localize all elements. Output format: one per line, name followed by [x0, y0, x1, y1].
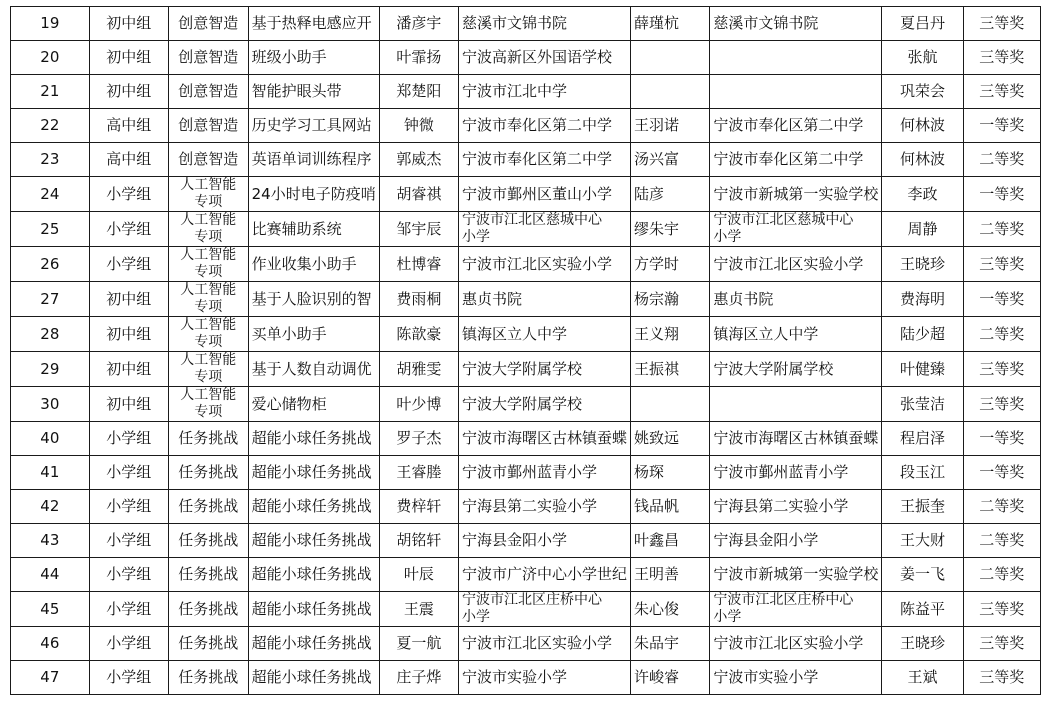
student-cell: 王震	[379, 592, 458, 627]
student-cell: 叶霏扬	[379, 41, 458, 75]
school-cell: 宁波市奉化区第二中学	[459, 109, 631, 143]
category-line: 专项	[194, 229, 223, 245]
project-name-cell: 智能护眼头带	[248, 75, 379, 109]
category-cell	[168, 177, 248, 212]
teammate-school-cell: 宁波市实验小学	[710, 661, 882, 695]
teacher-cell: 王斌	[882, 661, 963, 695]
student-cell: 杜博睿	[379, 247, 458, 282]
student-cell: 费雨桐	[379, 282, 458, 317]
category-line: 专项	[194, 299, 223, 315]
category-cell: 创意智造	[168, 143, 248, 177]
student-cell: 叶辰	[379, 558, 458, 592]
table-row	[11, 212, 1041, 247]
row-number-cell: 20	[11, 41, 90, 75]
table-row	[11, 456, 1041, 490]
school-cell: 宁波市实验小学	[459, 661, 631, 695]
group-cell: 初中组	[89, 387, 168, 422]
category-cell	[168, 387, 248, 422]
category-cell: 创意智造	[168, 75, 248, 109]
teammate-school-cell	[710, 592, 882, 627]
table-body	[11, 7, 1041, 695]
category-cell: 任务挑战	[168, 661, 248, 695]
teammate-cell: 杨宗瀚	[631, 282, 710, 317]
teacher-cell: 何林波	[882, 109, 963, 143]
teacher-cell: 叶健臻	[882, 352, 963, 387]
teacher-cell: 陈益平	[882, 592, 963, 627]
school-cell: 宁波市鄞州蓝青小学	[459, 456, 631, 490]
teammate-cell: 陆彦	[631, 177, 710, 212]
project-name-cell: 超能小球任务挑战	[248, 456, 379, 490]
row-number-cell: 45	[11, 592, 90, 627]
teammate-school-cell: 慈溪市文锦书院	[710, 7, 882, 41]
table-row	[11, 661, 1041, 695]
student-cell: 叶少博	[379, 387, 458, 422]
school-cell	[459, 212, 631, 247]
award-cell: 三等奖	[963, 661, 1040, 695]
project-name-cell: 作业收集小助手	[248, 247, 379, 282]
school-cell: 宁波大学附属学校	[459, 352, 631, 387]
award-cell: 三等奖	[963, 75, 1040, 109]
row-number-cell: 44	[11, 558, 90, 592]
award-cell: 二等奖	[963, 524, 1040, 558]
project-name-cell: 超能小球任务挑战	[248, 592, 379, 627]
teammate-cell: 杨琛	[631, 456, 710, 490]
award-cell: 三等奖	[963, 627, 1040, 661]
table-row	[11, 177, 1041, 212]
row-number-cell: 23	[11, 143, 90, 177]
table-row	[11, 387, 1041, 422]
teammate-cell	[631, 41, 710, 75]
teacher-cell: 王晓珍	[882, 247, 963, 282]
category-cell	[168, 247, 248, 282]
group-cell: 高中组	[89, 109, 168, 143]
student-cell: 罗子杰	[379, 422, 458, 456]
row-number-cell: 26	[11, 247, 90, 282]
category-cell: 任务挑战	[168, 490, 248, 524]
teammate-cell: 王羽诺	[631, 109, 710, 143]
table-row	[11, 109, 1041, 143]
project-name-cell: 班级小助手	[248, 41, 379, 75]
teammate-school-cell: 惠贞书院	[710, 282, 882, 317]
student-cell: 郭威杰	[379, 143, 458, 177]
teammate-cell: 朱心俊	[631, 592, 710, 627]
award-cell: 一等奖	[963, 177, 1040, 212]
teammate-school-cell	[710, 212, 882, 247]
project-name-cell: 超能小球任务挑战	[248, 422, 379, 456]
teacher-cell: 陆少超	[882, 317, 963, 352]
teammate-cell: 王明善	[631, 558, 710, 592]
row-number-cell: 21	[11, 75, 90, 109]
award-cell: 二等奖	[963, 317, 1040, 352]
student-cell: 胡睿祺	[379, 177, 458, 212]
teacher-cell: 巩荣会	[882, 75, 963, 109]
project-name-cell: 基于热释电感应开	[248, 7, 379, 41]
teammate-school-cell: 宁波市奉化区第二中学	[710, 143, 882, 177]
school-cell: 宁波大学附属学校	[459, 387, 631, 422]
award-cell: 一等奖	[963, 282, 1040, 317]
table-row	[11, 422, 1041, 456]
row-number-cell: 47	[11, 661, 90, 695]
group-cell: 初中组	[89, 352, 168, 387]
teammate-cell: 薛瑾杭	[631, 7, 710, 41]
project-name-cell: 英语单词训练程序	[248, 143, 379, 177]
category-cell	[168, 212, 248, 247]
teammate-school-cell: 宁波市江北区实验小学	[710, 247, 882, 282]
table-row	[11, 317, 1041, 352]
teacher-cell: 张航	[882, 41, 963, 75]
award-cell: 三等奖	[963, 387, 1040, 422]
award-cell: 二等奖	[963, 490, 1040, 524]
group-cell: 小学组	[89, 177, 168, 212]
teammate-cell: 王义翔	[631, 317, 710, 352]
award-cell: 一等奖	[963, 422, 1040, 456]
project-name-cell: 超能小球任务挑战	[248, 558, 379, 592]
category-line: 专项	[194, 404, 223, 420]
teammate-cell: 姚致远	[631, 422, 710, 456]
award-cell: 一等奖	[963, 109, 1040, 143]
row-number-cell: 25	[11, 212, 90, 247]
table-row	[11, 490, 1041, 524]
student-cell: 胡雅雯	[379, 352, 458, 387]
category-line: 专项	[194, 334, 223, 350]
category-line: 人工智能	[180, 177, 237, 193]
school-cell: 宁波市广济中心小学世纪	[459, 558, 631, 592]
row-number-cell: 28	[11, 317, 90, 352]
category-line: 人工智能	[180, 212, 237, 228]
category-line: 专项	[194, 369, 223, 385]
teammate-cell: 叶鑫昌	[631, 524, 710, 558]
teammate-cell: 汤兴富	[631, 143, 710, 177]
category-line: 人工智能	[180, 247, 237, 263]
school-cell	[459, 592, 631, 627]
teammate-cell: 朱品宇	[631, 627, 710, 661]
table-row	[11, 558, 1041, 592]
teacher-cell: 周静	[882, 212, 963, 247]
teacher-cell: 夏吕丹	[882, 7, 963, 41]
project-name-cell: 比赛辅助系统	[248, 212, 379, 247]
table-row	[11, 592, 1041, 627]
school-cell: 宁海县第二实验小学	[459, 490, 631, 524]
category-cell	[168, 282, 248, 317]
project-name-cell: 超能小球任务挑战	[248, 490, 379, 524]
category-cell: 创意智造	[168, 109, 248, 143]
teacher-cell: 王晓珍	[882, 627, 963, 661]
group-cell: 小学组	[89, 247, 168, 282]
group-cell: 小学组	[89, 422, 168, 456]
teacher-cell: 姜一飞	[882, 558, 963, 592]
table-row	[11, 524, 1041, 558]
teammate-school-cell: 宁波市鄞州蓝青小学	[710, 456, 882, 490]
row-number-cell: 41	[11, 456, 90, 490]
award-cell: 三等奖	[963, 592, 1040, 627]
project-name-cell: 基于人脸识别的智	[248, 282, 379, 317]
student-cell: 钟微	[379, 109, 458, 143]
school-cell: 宁波市鄞州区董山小学	[459, 177, 631, 212]
school-line: 小学	[713, 609, 742, 625]
teammate-cell: 钱品帆	[631, 490, 710, 524]
award-cell: 二等奖	[963, 212, 1040, 247]
row-number-cell: 40	[11, 422, 90, 456]
category-line: 人工智能	[180, 282, 237, 298]
table-row	[11, 143, 1041, 177]
group-cell: 小学组	[89, 490, 168, 524]
teammate-school-cell: 宁波市海曙区古林镇蚕蝶	[710, 422, 882, 456]
row-number-cell: 24	[11, 177, 90, 212]
category-cell: 创意智造	[168, 41, 248, 75]
student-cell: 夏一航	[379, 627, 458, 661]
school-cell: 镇海区立人中学	[459, 317, 631, 352]
group-cell: 小学组	[89, 627, 168, 661]
student-cell: 郑楚阳	[379, 75, 458, 109]
teammate-school-cell	[710, 387, 882, 422]
teammate-cell: 方学时	[631, 247, 710, 282]
row-number-cell: 22	[11, 109, 90, 143]
teacher-cell: 段玉江	[882, 456, 963, 490]
group-cell: 小学组	[89, 456, 168, 490]
category-cell	[168, 317, 248, 352]
student-cell: 胡铭轩	[379, 524, 458, 558]
teammate-school-cell: 宁波市新城第一实验学校	[710, 177, 882, 212]
category-line: 人工智能	[180, 317, 237, 333]
group-cell: 初中组	[89, 41, 168, 75]
teacher-cell: 何林波	[882, 143, 963, 177]
school-line: 小学	[713, 229, 742, 245]
group-cell: 小学组	[89, 524, 168, 558]
group-cell: 初中组	[89, 282, 168, 317]
category-cell: 任务挑战	[168, 592, 248, 627]
project-name-cell: 爱心储物柜	[248, 387, 379, 422]
teammate-school-cell	[710, 41, 882, 75]
teammate-school-cell: 宁波市新城第一实验学校	[710, 558, 882, 592]
category-line: 专项	[194, 264, 223, 280]
teacher-cell: 程启泽	[882, 422, 963, 456]
school-cell: 宁海县金阳小学	[459, 524, 631, 558]
award-cell: 二等奖	[963, 558, 1040, 592]
teacher-cell: 李政	[882, 177, 963, 212]
category-line: 专项	[194, 194, 223, 210]
category-line: 人工智能	[180, 352, 237, 368]
row-number-cell: 30	[11, 387, 90, 422]
group-cell: 初中组	[89, 7, 168, 41]
school-line: 宁波市江北区慈城中心	[713, 212, 854, 228]
teammate-school-cell	[710, 75, 882, 109]
school-line: 宁波市江北区庄桥中心	[462, 592, 603, 608]
row-number-cell: 27	[11, 282, 90, 317]
school-cell: 慈溪市文锦书院	[459, 7, 631, 41]
teammate-school-cell: 宁波市奉化区第二中学	[710, 109, 882, 143]
student-cell: 邹宇辰	[379, 212, 458, 247]
school-cell: 宁波高新区外国语学校	[459, 41, 631, 75]
student-cell: 费梓轩	[379, 490, 458, 524]
student-cell: 潘彦宇	[379, 7, 458, 41]
teammate-school-cell: 镇海区立人中学	[710, 317, 882, 352]
group-cell: 初中组	[89, 317, 168, 352]
row-number-cell: 29	[11, 352, 90, 387]
teammate-cell: 许峻睿	[631, 661, 710, 695]
school-cell: 宁波市江北中学	[459, 75, 631, 109]
row-number-cell: 42	[11, 490, 90, 524]
school-line: 小学	[462, 229, 491, 245]
category-cell: 任务挑战	[168, 524, 248, 558]
project-name-cell: 基于人数自动调优	[248, 352, 379, 387]
category-cell: 任务挑战	[168, 422, 248, 456]
table-row	[11, 41, 1041, 75]
project-name-cell: 超能小球任务挑战	[248, 524, 379, 558]
school-cell: 宁波市江北区实验小学	[459, 627, 631, 661]
student-cell: 庄子烨	[379, 661, 458, 695]
award-cell: 三等奖	[963, 247, 1040, 282]
category-cell: 任务挑战	[168, 627, 248, 661]
teacher-cell: 张莹洁	[882, 387, 963, 422]
category-cell: 任务挑战	[168, 456, 248, 490]
teammate-school-cell: 宁海县第二实验小学	[710, 490, 882, 524]
student-cell: 王睿塍	[379, 456, 458, 490]
teacher-cell: 费海明	[882, 282, 963, 317]
teacher-cell: 王大财	[882, 524, 963, 558]
project-name-cell: 超能小球任务挑战	[248, 661, 379, 695]
table-row	[11, 627, 1041, 661]
school-cell: 宁波市奉化区第二中学	[459, 143, 631, 177]
award-cell: 三等奖	[963, 352, 1040, 387]
table-row	[11, 7, 1041, 41]
teammate-cell: 王振祺	[631, 352, 710, 387]
table-row	[11, 247, 1041, 282]
student-cell: 陈歆豪	[379, 317, 458, 352]
school-cell: 宁波市江北区实验小学	[459, 247, 631, 282]
teacher-cell: 王振奎	[882, 490, 963, 524]
award-cell: 三等奖	[963, 7, 1040, 41]
group-cell: 小学组	[89, 592, 168, 627]
project-name-cell: 24小时电子防疫哨	[248, 177, 379, 212]
category-line: 人工智能	[180, 387, 237, 403]
award-cell: 一等奖	[963, 456, 1040, 490]
school-line: 宁波市江北区庄桥中心	[713, 592, 854, 608]
school-line: 小学	[462, 609, 491, 625]
group-cell: 小学组	[89, 558, 168, 592]
teammate-cell	[631, 75, 710, 109]
category-cell	[168, 352, 248, 387]
award-cell: 二等奖	[963, 143, 1040, 177]
award-cell: 三等奖	[963, 41, 1040, 75]
teammate-school-cell: 宁波市江北区实验小学	[710, 627, 882, 661]
school-line: 宁波市江北区慈城中心	[462, 212, 603, 228]
group-cell: 小学组	[89, 661, 168, 695]
category-cell: 创意智造	[168, 7, 248, 41]
project-name-cell: 超能小球任务挑战	[248, 627, 379, 661]
row-number-cell: 46	[11, 627, 90, 661]
school-cell: 惠贞书院	[459, 282, 631, 317]
table-row	[11, 282, 1041, 317]
group-cell: 高中组	[89, 143, 168, 177]
table-row	[11, 352, 1041, 387]
category-cell: 任务挑战	[168, 558, 248, 592]
group-cell: 小学组	[89, 212, 168, 247]
school-cell: 宁波市海曙区古林镇蚕蝶	[459, 422, 631, 456]
row-number-cell: 19	[11, 7, 90, 41]
teammate-cell	[631, 387, 710, 422]
row-number-cell: 43	[11, 524, 90, 558]
table-row	[11, 75, 1041, 109]
project-name-cell: 历史学习工具网站	[248, 109, 379, 143]
award-list-table	[10, 6, 1041, 695]
teammate-school-cell: 宁波大学附属学校	[710, 352, 882, 387]
group-cell: 初中组	[89, 75, 168, 109]
teammate-cell: 缪朱宇	[631, 212, 710, 247]
project-name-cell: 买单小助手	[248, 317, 379, 352]
teammate-school-cell: 宁海县金阳小学	[710, 524, 882, 558]
